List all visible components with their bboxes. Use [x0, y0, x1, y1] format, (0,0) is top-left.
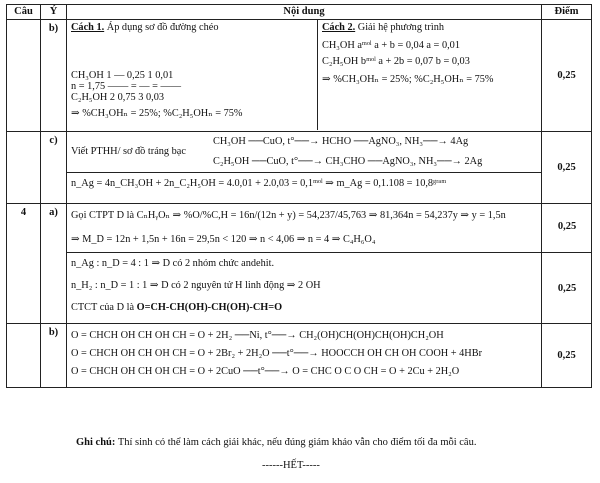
c1-line2: C₂H₅OH 2 0,75 3 0,03 [71, 92, 164, 103]
header-diem: Điểm [542, 5, 592, 20]
4a-line5b: O=CH-CH(OH)-CH(OH)-CH=O [136, 302, 283, 313]
c1-title: Cách 1. [71, 22, 105, 33]
c-intro: Viết PTHH/ sơ đồ tráng bạc [71, 146, 186, 157]
4a-line5a: CTCT của D là [71, 302, 137, 313]
footer-note [76, 437, 476, 448]
label-4b: b) [41, 324, 67, 388]
end-marker: ------HẾT----- [262, 460, 320, 471]
header-y: Ý [41, 5, 67, 20]
c2-line2: C₂H₅OH bᵐᵒˡ a + 2b = 0,07 b = 0,03 [322, 56, 470, 67]
score-4a-2: 0,25 [557, 283, 577, 294]
4b-line2: O = CHCH OH CH OH CH = O + 2Br₂ + 2H₂O ──t°──→ HOOCCH OH CH OH COOH + 4HBr [71, 348, 483, 359]
header-row [7, 5, 592, 20]
score-4a-1: 0,25 [557, 221, 577, 232]
c2-line1: CH₃OH aᵐᵒˡ a + b = 0,04 a = 0,01 [322, 40, 460, 51]
c-reaction2: C₂H₅OH ──CuO, t°──→ CH₃CHO ──AgNO₃, NH₃──→ 2Ag [213, 156, 483, 167]
note-text: Thí sinh có thể làm cách giải khác, nếu đúng giám khảo vẫn cho điểm tối đa mỗi câu. [115, 437, 477, 448]
label-b: b) [41, 20, 67, 132]
content-c [67, 132, 542, 204]
c2-title-rest: Giải hệ phương trình [355, 22, 444, 33]
label-c: c) [41, 132, 67, 204]
4b-line1: O = CHCH OH CH OH CH = O + 2H₂ ──Ni, t°──→ CH₂(OH)CH(OH)CH(OH)CH₂OH [71, 330, 444, 341]
score-4b: 0,25 [542, 324, 592, 388]
content-4a [67, 204, 542, 324]
4b-line3: O = CHCH OH CH OH CH = O + 2CuO ──t°──→ O = CHC O C O CH = O + 2Cu + 2H₂O [71, 366, 460, 377]
content-b [67, 20, 542, 132]
row-b [7, 20, 592, 132]
4a-line4: n_H₂ : n_D = 1 : 1 ⇒ D có 2 nguyên tử H linh động ⇒ 2 OH [71, 280, 321, 291]
c2-title: Cách 2. [322, 22, 356, 33]
c-reaction1: CH₃OH ──CuO, t°──→ HCHO ──AgNO₃, NH₃──→ 4Ag [213, 136, 469, 147]
c1-mid: n = 1,75 ―― = ― = ―― [71, 81, 182, 92]
header-cau: Câu [7, 5, 41, 20]
answer-table [6, 4, 592, 388]
row-c [7, 132, 592, 204]
4a-line2: ⇒ M_D = 12n + 1,5n + 16n = 29,5n < 120 ⇒ n < 4,06 ⇒ n = 4 ⇒ C₄H₆O₄ [71, 234, 376, 245]
score-b: 0,25 [542, 20, 592, 132]
content-4b [67, 324, 542, 388]
row-4b [7, 324, 592, 388]
row-4a [7, 204, 592, 324]
c1-title-rest: Áp dụng sơ đồ đường chéo [104, 22, 219, 33]
cau-4: 4 [7, 204, 41, 324]
c1-line3: ⇒ %CH₃OHₙ = 25%; %C₂H₅OHₙ = 75% [71, 108, 243, 119]
c1-line1: CH₃OH 1 ― 0,25 1 0,01 [71, 70, 174, 81]
4a-line1: Gọi CTPT D là CₙHᵧOₙ ⇒ %O/%C,H = 16n/(12n + y) = 54,237/45,763 ⇒ 81,364n = 54,237y ⇒ y = 1,5n [71, 210, 506, 221]
label-4a: a) [41, 204, 67, 324]
header-noidung: Nội dung [67, 5, 542, 20]
c-calc: n_Ag = 4n_CH₃OH + 2n_C₂H₅OH = 4.0,01 + 2.0,03 = 0,1ᵐᵒˡ ⇒ m_Ag = 0,1.108 = 10,8ᵍʳᵃᵐ [71, 178, 447, 189]
note-label: Ghi chú: [76, 437, 116, 448]
score-c: 0,25 [542, 132, 592, 204]
c2-line3: ⇒ %CH₃OHₙ = 25%; %C₂H₅OHₙ = 75% [322, 74, 494, 85]
4a-line3: n_Ag : n_D = 4 : 1 ⇒ D có 2 nhóm chức andehit. [71, 258, 275, 269]
score-4a [542, 204, 592, 324]
